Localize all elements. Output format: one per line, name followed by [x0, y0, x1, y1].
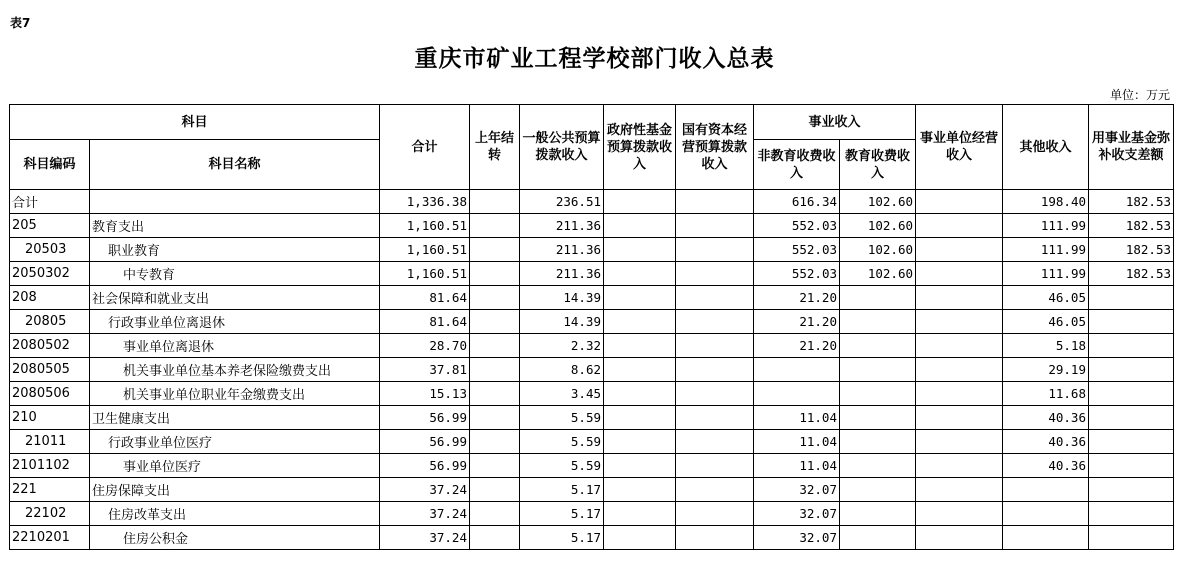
cell-fund-supplement — [1089, 286, 1174, 310]
cell-state-capital — [676, 286, 754, 310]
cell-gov-fund — [604, 454, 676, 478]
cell-other: 5.18 — [1003, 334, 1089, 358]
cell-name: 住房公积金 — [90, 526, 380, 550]
cell-gov-fund — [604, 526, 676, 550]
cell-non-edu-fee: 32.07 — [754, 502, 840, 526]
cell-non-edu-fee: 32.07 — [754, 526, 840, 550]
cell-name: 教育支出 — [90, 214, 380, 238]
cell-other: 40.36 — [1003, 430, 1089, 454]
cell-fund-supplement — [1089, 334, 1174, 358]
table-row — [10, 334, 1174, 358]
cell-business-unit-ops — [916, 502, 1003, 526]
cell-edu-fee — [840, 502, 916, 526]
cell-edu-fee — [840, 310, 916, 334]
cell-non-edu-fee: 32.07 — [754, 478, 840, 502]
cell-business-unit-ops — [916, 454, 1003, 478]
cell-gov-fund — [604, 214, 676, 238]
header-non-edu-fee: 非教育收费收入 — [754, 140, 840, 190]
cell-name: 机关事业单位职业年金缴费支出 — [90, 382, 380, 406]
cell-total: 1,336.38 — [380, 190, 470, 214]
cell-gov-fund — [604, 382, 676, 406]
cell-non-edu-fee: 11.04 — [754, 454, 840, 478]
cell-total: 1,160.51 — [380, 214, 470, 238]
cell-code: 208 — [10, 286, 90, 310]
cell-name: 住房改革支出 — [90, 502, 380, 526]
cell-other: 11.68 — [1003, 382, 1089, 406]
cell-other: 40.36 — [1003, 406, 1089, 430]
cell-total: 15.13 — [380, 382, 470, 406]
cell-total: 56.99 — [380, 430, 470, 454]
cell-carryover — [470, 238, 520, 262]
cell-total: 81.64 — [380, 310, 470, 334]
cell-business-unit-ops — [916, 214, 1003, 238]
cell-name: 行政事业单位医疗 — [90, 430, 380, 454]
header-gov-fund: 政府性基金预算拨款收入 — [604, 105, 676, 190]
cell-carryover — [470, 310, 520, 334]
cell-business-unit-ops — [916, 238, 1003, 262]
cell-other: 111.99 — [1003, 214, 1089, 238]
cell-name: 中专教育 — [90, 262, 380, 286]
cell-gov-fund — [604, 430, 676, 454]
cell-non-edu-fee: 616.34 — [754, 190, 840, 214]
cell-other: 111.99 — [1003, 238, 1089, 262]
cell-general-budget: 211.36 — [520, 214, 604, 238]
cell-edu-fee — [840, 358, 916, 382]
cell-general-budget: 14.39 — [520, 286, 604, 310]
cell-total: 56.99 — [380, 454, 470, 478]
cell-code: 2080502 — [10, 334, 90, 358]
cell-carryover — [470, 334, 520, 358]
cell-edu-fee — [840, 334, 916, 358]
cell-general-budget: 8.62 — [520, 358, 604, 382]
cell-carryover — [470, 358, 520, 382]
cell-fund-supplement — [1089, 406, 1174, 430]
cell-fund-supplement — [1089, 478, 1174, 502]
table-row — [10, 406, 1174, 430]
cell-non-edu-fee: 552.03 — [754, 238, 840, 262]
cell-state-capital — [676, 334, 754, 358]
table-row — [10, 238, 1174, 262]
cell-edu-fee — [840, 286, 916, 310]
table-row — [10, 358, 1174, 382]
cell-state-capital — [676, 238, 754, 262]
cell-general-budget: 211.36 — [520, 238, 604, 262]
cell-gov-fund — [604, 478, 676, 502]
cell-carryover — [470, 406, 520, 430]
cell-edu-fee: 102.60 — [840, 190, 916, 214]
cell-fund-supplement: 182.53 — [1089, 214, 1174, 238]
cell-fund-supplement — [1089, 310, 1174, 334]
cell-edu-fee — [840, 382, 916, 406]
cell-general-budget: 2.32 — [520, 334, 604, 358]
header-subject: 科目 — [10, 105, 380, 140]
cell-other: 111.99 — [1003, 262, 1089, 286]
cell-other: 46.05 — [1003, 286, 1089, 310]
cell-code: 20805 — [10, 310, 90, 334]
cell-edu-fee — [840, 478, 916, 502]
cell-fund-supplement: 182.53 — [1089, 190, 1174, 214]
cell-state-capital — [676, 478, 754, 502]
cell-other: 40.36 — [1003, 454, 1089, 478]
cell-edu-fee — [840, 526, 916, 550]
cell-code: 21011 — [10, 430, 90, 454]
cell-business-unit-ops — [916, 478, 1003, 502]
cell-name: 卫生健康支出 — [90, 406, 380, 430]
cell-total: 1,160.51 — [380, 262, 470, 286]
cell-state-capital — [676, 358, 754, 382]
cell-total: 28.70 — [380, 334, 470, 358]
cell-state-capital — [676, 406, 754, 430]
cell-name — [90, 190, 380, 214]
cell-non-edu-fee — [754, 382, 840, 406]
income-summary-table — [9, 104, 1174, 550]
cell-code: 2101102 — [10, 454, 90, 478]
cell-carryover — [470, 262, 520, 286]
cell-gov-fund — [604, 502, 676, 526]
cell-carryover — [470, 478, 520, 502]
cell-edu-fee — [840, 454, 916, 478]
cell-state-capital — [676, 502, 754, 526]
cell-non-edu-fee: 552.03 — [754, 214, 840, 238]
header-state-capital: 国有资本经营预算拨款收入 — [676, 105, 754, 190]
cell-total: 37.24 — [380, 502, 470, 526]
cell-fund-supplement — [1089, 526, 1174, 550]
cell-name: 机关事业单位基本养老保险缴费支出 — [90, 358, 380, 382]
cell-carryover — [470, 382, 520, 406]
table-row — [10, 502, 1174, 526]
cell-total: 56.99 — [380, 406, 470, 430]
header-business-unit-ops: 事业单位经营收入 — [916, 105, 1003, 190]
cell-edu-fee: 102.60 — [840, 214, 916, 238]
cell-state-capital — [676, 190, 754, 214]
cell-general-budget: 5.17 — [520, 526, 604, 550]
cell-name: 职业教育 — [90, 238, 380, 262]
cell-general-budget: 5.17 — [520, 478, 604, 502]
cell-carryover — [470, 214, 520, 238]
cell-state-capital — [676, 430, 754, 454]
cell-name: 事业单位医疗 — [90, 454, 380, 478]
header-general-budget: 一般公共预算拨款收入 — [520, 105, 604, 190]
table-row — [10, 454, 1174, 478]
cell-state-capital — [676, 310, 754, 334]
cell-carryover — [470, 430, 520, 454]
cell-general-budget: 211.36 — [520, 262, 604, 286]
header-edu-fee: 教育收费收入 — [840, 140, 916, 190]
cell-general-budget: 5.17 — [520, 502, 604, 526]
unit-label: 单位：万元 — [1109, 88, 1170, 102]
cell-gov-fund — [604, 358, 676, 382]
cell-general-budget: 3.45 — [520, 382, 604, 406]
cell-carryover — [470, 190, 520, 214]
cell-non-edu-fee: 21.20 — [754, 334, 840, 358]
cell-general-budget: 5.59 — [520, 430, 604, 454]
table-row — [10, 286, 1174, 310]
table-row — [10, 262, 1174, 286]
header-fund-supplement: 用事业基金弥补收支差额 — [1089, 105, 1174, 190]
cell-edu-fee — [840, 430, 916, 454]
cell-other — [1003, 526, 1089, 550]
cell-business-unit-ops — [916, 526, 1003, 550]
header-other: 其他收入 — [1003, 105, 1089, 190]
cell-business-unit-ops — [916, 190, 1003, 214]
cell-gov-fund — [604, 190, 676, 214]
cell-name: 事业单位离退休 — [90, 334, 380, 358]
cell-edu-fee: 102.60 — [840, 262, 916, 286]
cell-name: 行政事业单位离退休 — [90, 310, 380, 334]
cell-edu-fee: 102.60 — [840, 238, 916, 262]
cell-fund-supplement — [1089, 502, 1174, 526]
cell-state-capital — [676, 214, 754, 238]
cell-edu-fee — [840, 406, 916, 430]
cell-carryover — [470, 502, 520, 526]
table-number: 表7 — [10, 16, 31, 30]
cell-total: 1,160.51 — [380, 238, 470, 262]
cell-fund-supplement — [1089, 454, 1174, 478]
cell-code: 22102 — [10, 502, 90, 526]
cell-other — [1003, 478, 1089, 502]
header-carryover: 上年结转 — [470, 105, 520, 190]
cell-code: 210 — [10, 406, 90, 430]
cell-fund-supplement — [1089, 430, 1174, 454]
cell-non-edu-fee: 21.20 — [754, 310, 840, 334]
cell-gov-fund — [604, 238, 676, 262]
table-row — [10, 190, 1174, 214]
cell-general-budget: 5.59 — [520, 406, 604, 430]
header-total: 合计 — [380, 105, 470, 190]
cell-fund-supplement: 182.53 — [1089, 262, 1174, 286]
cell-name: 住房保障支出 — [90, 478, 380, 502]
page-title: 重庆市矿业工程学校部门收入总表 — [414, 45, 775, 72]
cell-gov-fund — [604, 310, 676, 334]
cell-carryover — [470, 286, 520, 310]
table-row — [10, 382, 1174, 406]
cell-business-unit-ops — [916, 406, 1003, 430]
cell-gov-fund — [604, 406, 676, 430]
cell-business-unit-ops — [916, 262, 1003, 286]
table-row — [10, 526, 1174, 550]
cell-other: 198.40 — [1003, 190, 1089, 214]
cell-other: 46.05 — [1003, 310, 1089, 334]
cell-non-edu-fee — [754, 358, 840, 382]
cell-total: 37.24 — [380, 478, 470, 502]
cell-code: 合计 — [10, 190, 90, 214]
cell-non-edu-fee: 552.03 — [754, 262, 840, 286]
cell-gov-fund — [604, 286, 676, 310]
cell-code: 20503 — [10, 238, 90, 262]
cell-fund-supplement — [1089, 358, 1174, 382]
cell-gov-fund — [604, 262, 676, 286]
table-row — [10, 214, 1174, 238]
cell-code: 221 — [10, 478, 90, 502]
cell-total: 37.24 — [380, 526, 470, 550]
header-code: 科目编码 — [10, 140, 90, 190]
cell-business-unit-ops — [916, 310, 1003, 334]
cell-code: 2080505 — [10, 358, 90, 382]
cell-state-capital — [676, 454, 754, 478]
cell-name: 社会保障和就业支出 — [90, 286, 380, 310]
cell-non-edu-fee: 11.04 — [754, 406, 840, 430]
cell-business-unit-ops — [916, 358, 1003, 382]
cell-business-unit-ops — [916, 334, 1003, 358]
cell-carryover — [470, 526, 520, 550]
cell-state-capital — [676, 526, 754, 550]
cell-fund-supplement — [1089, 382, 1174, 406]
cell-other — [1003, 502, 1089, 526]
cell-fund-supplement: 182.53 — [1089, 238, 1174, 262]
cell-business-unit-ops — [916, 382, 1003, 406]
table-row — [10, 310, 1174, 334]
cell-business-unit-ops — [916, 430, 1003, 454]
table-row — [10, 478, 1174, 502]
cell-carryover — [470, 454, 520, 478]
cell-state-capital — [676, 262, 754, 286]
cell-state-capital — [676, 382, 754, 406]
cell-code: 2050302 — [10, 262, 90, 286]
cell-general-budget: 236.51 — [520, 190, 604, 214]
cell-general-budget: 14.39 — [520, 310, 604, 334]
cell-business-unit-ops — [916, 286, 1003, 310]
cell-other: 29.19 — [1003, 358, 1089, 382]
cell-non-edu-fee: 21.20 — [754, 286, 840, 310]
cell-code: 205 — [10, 214, 90, 238]
table-row — [10, 430, 1174, 454]
cell-non-edu-fee: 11.04 — [754, 430, 840, 454]
cell-total: 81.64 — [380, 286, 470, 310]
cell-gov-fund — [604, 334, 676, 358]
cell-total: 37.81 — [380, 358, 470, 382]
header-business-income: 事业收入 — [754, 105, 916, 140]
cell-code: 2080506 — [10, 382, 90, 406]
cell-code: 2210201 — [10, 526, 90, 550]
header-name: 科目名称 — [90, 140, 380, 190]
cell-general-budget: 5.59 — [520, 454, 604, 478]
